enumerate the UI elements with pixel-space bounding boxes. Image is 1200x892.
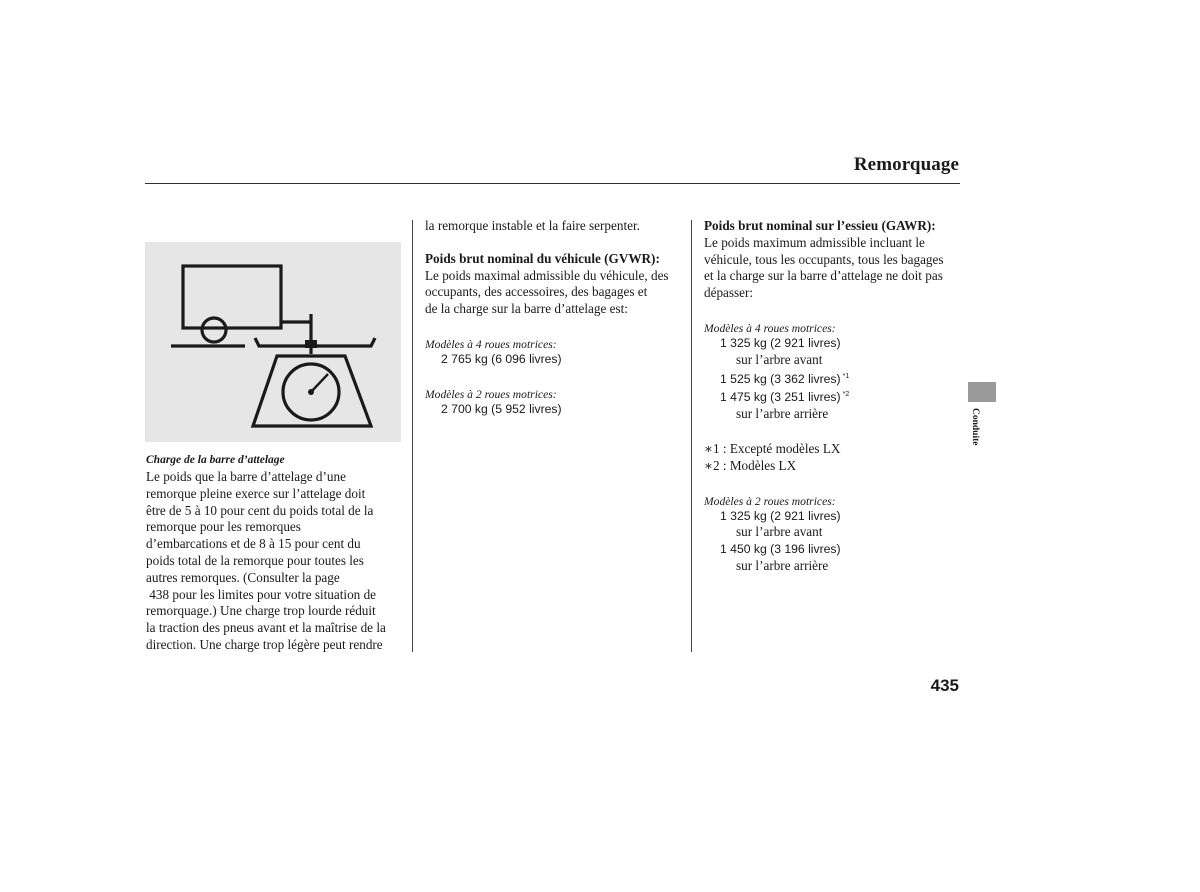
fwd-label: Modèles à 2 roues motrices:: [704, 494, 836, 508]
footnote-2: ∗2 : Modèles LX: [704, 457, 797, 473]
body-line: direction. Une charge trop légère peut rendre: [146, 636, 383, 652]
body-line: Le poids maximum admissible incluant le: [704, 234, 925, 250]
awd-front-value: 1 325 kg (2 921 livres): [720, 335, 841, 350]
awd-label: Modèles à 4 roues motrices:: [704, 321, 836, 335]
body-line: dépasser:: [704, 285, 754, 301]
body-line: occupants, des accessoires, des bagages et: [425, 284, 648, 300]
body-line: remorque pour les remorques: [146, 519, 301, 535]
fwd-gvwr-value: 2 700 kg (5 952 livres): [441, 401, 562, 416]
page-title: Remorquage: [853, 154, 959, 175]
awd-rear-value-2: 1 475 kg (3 251 livres) $^{*2}$: [720, 390, 850, 405]
column-2: [425, 218, 669, 418]
footnote-mark: *2: [842, 391, 850, 399]
awd-label: Modèles à 4 roues motrices:: [425, 337, 557, 351]
trailer-tongue-scale-icon: [145, 242, 401, 442]
awd-gvwr-value: 2 765 kg (6 096 livres): [441, 351, 562, 366]
page-number: 435: [930, 676, 959, 695]
body-line: et la charge sur la barre d’attelage ne doit pas: [704, 268, 943, 284]
fwd-rear-value: 1 450 kg (3 196 livres): [720, 542, 841, 557]
front-axle-text: sur l’arbre avant: [736, 351, 823, 367]
continued-text: la remorque instable et la faire serpenter.: [425, 218, 640, 233]
column-3: [704, 218, 944, 575]
footnote-1: ∗1 : Excepté modèles LX: [704, 440, 841, 456]
awd-rear-value-1: 1 525 kg (3 362 livres) $^{*1}$: [720, 371, 850, 386]
body-line: Le poids maximal admissible du véhicule, des: [425, 267, 669, 283]
gawr-heading: Poids brut nominal sur l’essieu (GAWR):: [704, 218, 936, 233]
body-line: poids total de la remorque pour toutes les: [146, 552, 364, 568]
header-rule: [145, 183, 960, 184]
column-divider-1: [412, 220, 413, 652]
footnote-mark: *1: [842, 372, 850, 380]
fwd-front-value: 1 325 kg (2 921 livres): [720, 508, 841, 523]
rear-axle-text: sur l’arbre arrière: [736, 557, 829, 573]
figure-caption: Charge de la barre d’attelage: [146, 454, 285, 466]
gvwr-heading: Poids brut nominal du véhicule (GVWR):: [425, 250, 660, 266]
body-line: autres remorques. (Consulter la page: [146, 569, 340, 585]
fwd-label: Modèles à 2 roues motrices:: [425, 387, 557, 401]
body-line: d’embarcations et de 8 à 15 pour cent du: [146, 536, 361, 552]
body-line: véhicule, tous les occupants, tous les bagages: [704, 251, 944, 267]
column-divider-2: [691, 220, 692, 652]
body-line: 438 pour les limites pour votre situation de: [146, 586, 377, 602]
body-line: remorquage.) Une charge trop lourde réduit: [146, 603, 376, 619]
body-line: remorque pleine exerce sur l’attelage doit: [146, 485, 366, 501]
rear-axle-text: sur l’arbre arrière: [736, 406, 829, 422]
body-line: la traction des pneus avant et la maîtrise de la: [146, 620, 386, 636]
column-1: [146, 453, 386, 654]
body-line: de la charge sur la barre d’attelage est:: [425, 301, 628, 317]
section-tab-label: Conduite: [970, 408, 980, 446]
body-line: Le poids que la barre d’attelage d’une: [146, 469, 346, 484]
front-axle-text: sur l’arbre avant: [736, 524, 823, 540]
section-tab: [968, 382, 996, 402]
tongue-load-figure: [145, 242, 401, 442]
body-line: être de 5 à 10 pour cent du poids total de la: [146, 502, 374, 518]
